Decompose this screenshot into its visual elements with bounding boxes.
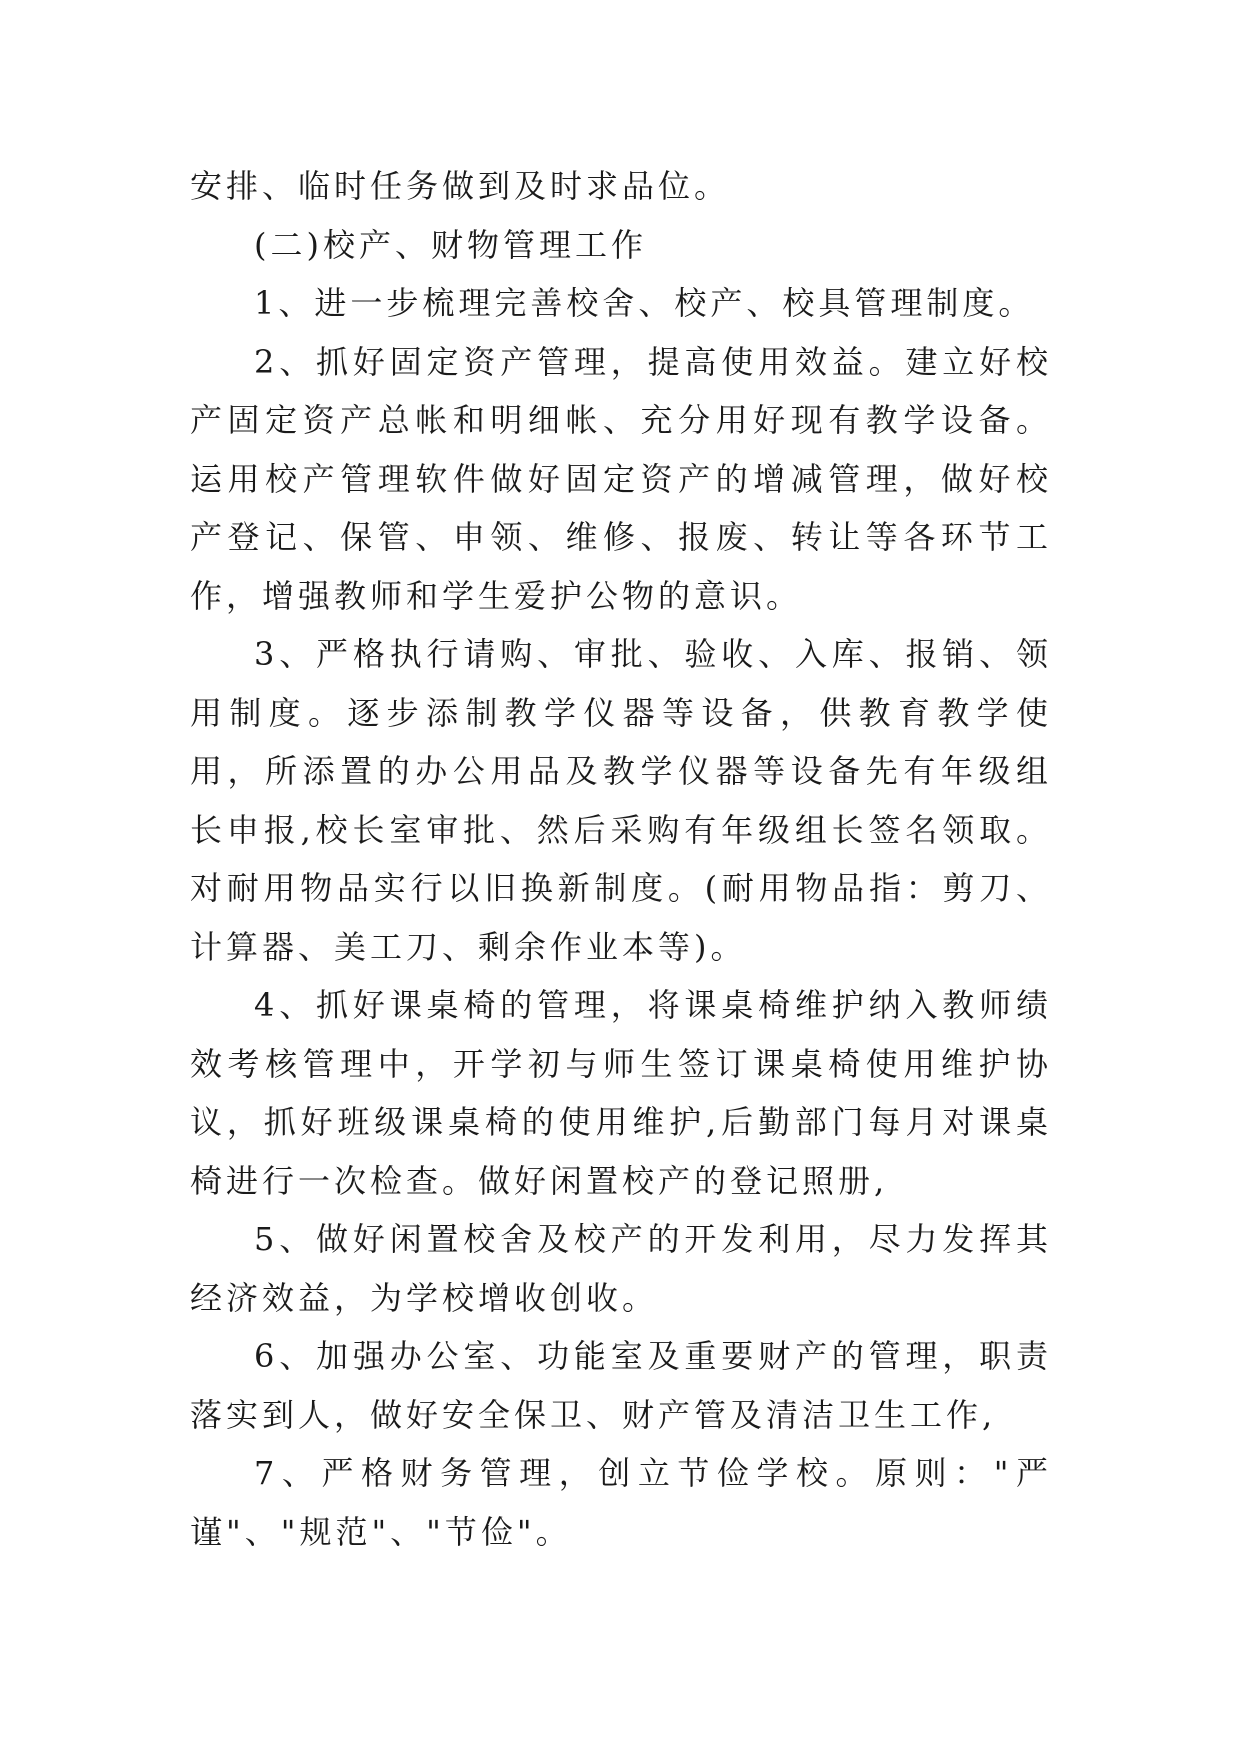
document-body: [190, 157, 1052, 1561]
section-heading: (二)校产、财物管理工作: [254, 225, 647, 264]
paragraph-item-1: 1、进一步梳理完善校舍、校产、校具管理制度。: [254, 284, 1035, 322]
paragraph-item-2: 2、抓好固定资产管理，提高使用效益。建立好校产固定资产总帐和明细帐、充分用好现有教学设备。运用校产管理软件做好固定资产的增减管理，做好校产登记、保管、申领、维修、报废、转让等各环节工作，增强教师和学生爱护公物的意识。: [190, 342, 1052, 615]
paragraph-item-4: 4、抓好课桌椅的管理，将课桌椅维护纳入教师绩效考核管理中，开学初与师生签订课桌椅使用维护协议，抓好班级课桌椅的使用维护,后勤部门每月对课桌椅进行一次检查。做好闲置校产的登记照册,: [190, 986, 1052, 1200]
paragraph-item-5: 5、做好闲置校舍及校产的开发利用，尽力发挥其经济效益，为学校增收创收。: [190, 1220, 1052, 1317]
paragraph-continuation: 安排、临时任务做到及时求品位。: [190, 167, 731, 205]
paragraph-item-7: 7、严格财务管理，创立节俭学校。原则："严谨"、"规范"、"节俭"。: [190, 1454, 1052, 1551]
paragraph-item-6: 6、加强办公室、功能室及重要财产的管理，职责落实到人，做好安全保卫、财产管及清洁卫生工作,: [190, 1337, 1052, 1434]
paragraph-item-3: 3、严格执行请购、审批、验收、入库、报销、领用制度。逐步添制教学仪器等设备，供教育教学使用，所添置的办公用品及教学仪器等设备先有年级组长申报,校长室审批、然后采购有年级组长签名领取。对耐用物品实行以旧换新制度。(耐用物品指：剪刀、计算器、美工刀、剩余作业本等)。: [190, 635, 1052, 966]
